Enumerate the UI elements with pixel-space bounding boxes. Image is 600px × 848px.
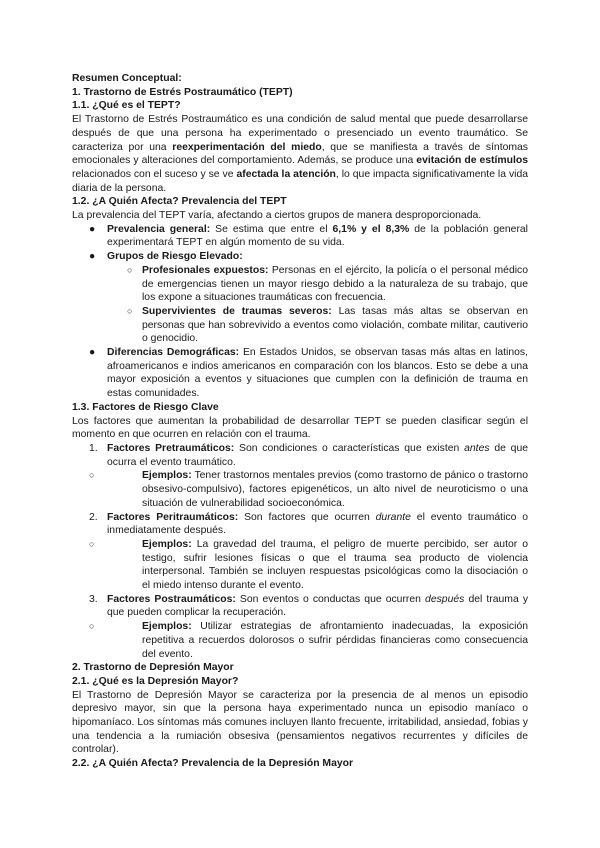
section-2-1-heading: 2.1. ¿Qué es la Depresión Mayor? (72, 675, 239, 687)
circle-bullet-icon: ○ (89, 470, 95, 481)
list-item: ● Prevalencia general: Se estima que entre el 6,1% y el 8,3% de la población general experimentará TEPT en algún momento de su vida. (89, 223, 528, 249)
risk-groups-sublist (107, 264, 528, 346)
bullet-icon: ● (89, 251, 96, 263)
list-item: 2. Factores Peritraumáticos: Son factores que ocurren durante el evento traumático o inmediatamente después. ○ Ejemplos: La gravedad del trauma, el peligro de muerte percibido, ser autor o testigo, sufrir lesiones físicas o que el trauma sea producto de violencia interpersonal. También se incluyen respuestas psicológicas como la disociación o el miedo intenso durante el evento. (72, 511, 528, 593)
list-item: 3. Factores Postraumáticos: Son eventos o conductas que ocurren después del trauma y que pueden complicar la recuperación. ○ Ejemplos: Utilizar estrategias de afrontamiento inadecuadas, la exposición repetitiva a recuerdos dolorosos o sufrir pérdidas financieras como consecuencia del evento. (72, 593, 528, 662)
list-item: ○ Ejemplos: La gravedad del trauma, el peligro de muerte percibido, ser autor o testigo, sufrir lesiones físicas o que el trauma sea producto de violencia interpersonal. También se incluyen respuestas psicológicas como la disociación o el miedo intenso durante el evento. (89, 538, 529, 592)
section-1-1-paragraph: El Trastorno de Estrés Postraumático es una condición de salud mental que puede desarrollarse después de que una persona ha experimentado o presenciado un evento traumático. Se caracteriza por una reexperimentación del miedo, que se manifiesta a través de síntomas emocionales y alteraciones del comportamiento. Además, se produce una evitación de estímulos relacionados con el suceso y se ve afectada la atención, lo que impacta significativamente la vida diaria de la persona. (72, 114, 529, 194)
list-item: ○ Profesionales expuestos: Personas en el ejército, la policía o el personal médico de emergencias tienen un mayor riesgo debido a la naturaleza de su trabajo, que los expone a situaciones traumáticas con frecuencia. (127, 264, 529, 304)
document-body (72, 72, 528, 771)
risk-factors-list (72, 442, 528, 661)
circle-bullet-icon: ○ (89, 621, 95, 632)
section-1-1-heading: 1.1. ¿Qué es el TEPT? (72, 100, 181, 112)
section-1-2-intro: La prevalencia del TEPT varía, afectando a ciertos grupos de manera desproporcionada. (72, 210, 482, 222)
section-1-heading: 1. Trastorno de Estrés Postraumático (TEPT) (72, 86, 293, 98)
section-2-1-paragraph: El Trastorno de Depresión Mayor se caracteriza por la presencia de al menos un episodio depresivo mayor, sin que la persona haya experimentado nunca un episodio maníaco o hipomaníaco. Los síntomas más comunes incluyen llanto frecuente, irritabilidad, ansiedad, fobias y una tendencia a la rumiación obsesiva (pensamientos negativos recurrentes y difíciles de controlar). (72, 689, 528, 756)
document-title: Resumen Conceptual: (72, 73, 182, 84)
list-item: ● Diferencias Demográficas: En Estados Unidos, se observan tasas más altas en latinos, afroamericanos e indios americanos en comparación con los blancos. Esto se debe a una mayor exposición a eventos y situaciones que cumplen con la definición de trauma en estas comunidades. (89, 347, 529, 400)
list-item: ○ Supervivientes de traumas severos: Las tasas más altas se observan en personas que han sobrevivido a eventos como violación, combate militar, cautiverio o genocidio. (127, 305, 528, 345)
list-item: ● Grupos de Riesgo Elevado: ○ Profesionales expuestos: Personas en el ejército, la policía o el personal médico de emergencias tienen un mayor riesgo debido a la naturaleza de su trabajo, que los expone a situaciones traumáticas con frecuencia. ○ Supervivientes de traumas severos: Las tasas más altas se observan en personas que han sobrevivido a eventos como violación, combate militar, cautiverio o genocidio. (72, 250, 528, 346)
section-1-3-heading: 1.3. Factores de Riesgo Clave (72, 401, 219, 413)
section-1-2-heading: 1.2. ¿A Quién Afecta? Prevalencia del TEPT (72, 196, 287, 208)
bullet-icon: ● (89, 223, 96, 235)
prevalence-list (72, 223, 528, 401)
list-item: ○ Ejemplos: Utilizar estrategias de afrontamiento inadecuadas, la exposición repetitiva a recuerdos dolorosos o sufrir pérdidas financieras como consecuencia del evento. (89, 621, 528, 660)
section-2-heading: 2. Trastorno de Depresión Mayor (72, 662, 234, 674)
list-item: ○ Ejemplos: Tener trastornos mentales previos (como trastorno de pánico o trastorno obsesivo-compulsivo), factores epigenéticos, un alto nivel de neuroticismo o una situación de vulnerabilidad socioeconómica. (89, 470, 528, 509)
section-1-3-intro: Los factores que aumentan la probabilidad de desarrollar TEPT se pueden clasificar según el momento en que ocurren en relación con el trauma. (72, 415, 528, 441)
circle-bullet-icon: ○ (127, 264, 133, 275)
section-2-2-heading: 2.2. ¿A Quién Afecta? Prevalencia de la Depresión Mayor (72, 758, 354, 770)
list-item: 1. Factores Pretraumáticos: Son condiciones o características que existen antes de que ocurra el evento traumático. ○ Ejemplos: Tener trastornos mentales previos (como trastorno de pánico o trastorno obsesivo-compulsivo), factores epigenéticos, un alto nivel de neuroticismo o una situación de vulnerabilidad socioeconómica. (72, 442, 528, 511)
bullet-icon: ● (89, 347, 96, 359)
circle-bullet-icon: ○ (89, 538, 95, 549)
circle-bullet-icon: ○ (127, 305, 133, 316)
